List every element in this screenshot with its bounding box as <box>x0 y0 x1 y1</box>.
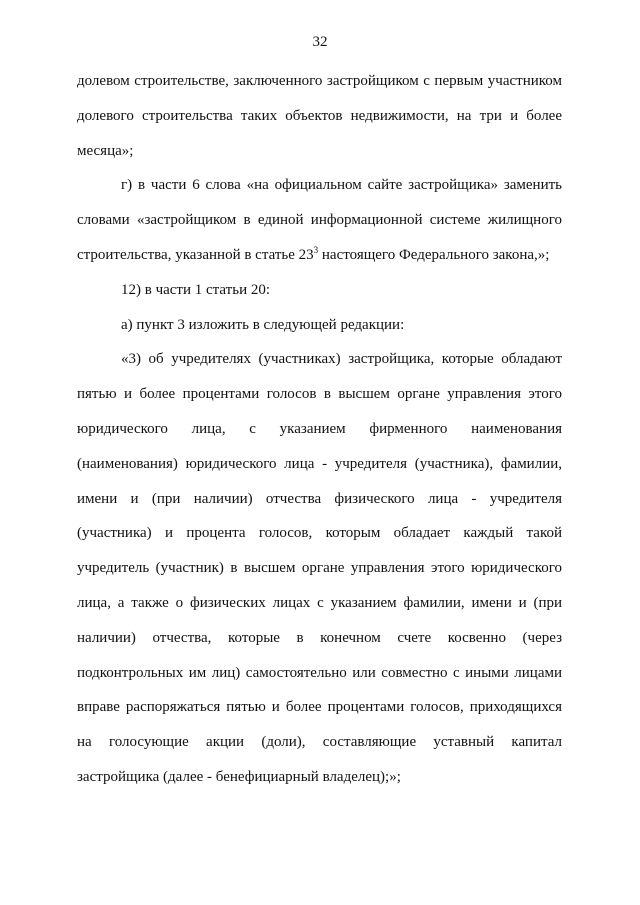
paragraph-4-line-1: а) пункт 3 изложить в следующей редакции: <box>121 316 405 333</box>
paragraph-5-line-4: (наименования) юридического лица - учредителя (участника), фамилии, <box>77 455 562 472</box>
paragraph-5-line-11: вправе распоряжаться пятью и более процентами голосов, приходящихся <box>77 699 562 716</box>
paragraph-5-line-7: учредитель (участник) в высшем органе управления этого юридического <box>77 560 562 577</box>
paragraph-5-line-6: (участника) и процента голосов, которым обладает каждый такой <box>77 525 562 542</box>
paragraph-2-line-3 <box>77 238 562 273</box>
paragraph-2-line-3-text-a: строительства, указанной в статье 23 <box>77 246 314 263</box>
paragraph-2-line-1: г) в части 6 слова «на официальном сайте застройщика» заменить <box>121 177 562 194</box>
paragraph-3-line-1: 12) в части 1 статьи 20: <box>121 281 271 298</box>
paragraph-5-line-3: юридического лица, с указанием фирменного наименования <box>77 420 562 437</box>
document-body <box>77 64 562 795</box>
article-superscript: 3 <box>313 244 319 255</box>
page-number: 32 <box>312 34 328 50</box>
paragraph-5-line-2: пятью и более процентами голосов в высшем органе управления этого <box>77 386 562 403</box>
paragraph-5-line-12: на голосующие акции (доли), составляющие уставный капитал <box>77 734 562 751</box>
paragraph-5-line-13: застройщика (далее - бенефициарный владелец);»; <box>77 768 401 785</box>
paragraph-1-line-1: долевом строительстве, заключенного застройщиком с первым участником <box>77 73 562 89</box>
paragraph-2-line-3-text-b: настоящего Федерального закона,»; <box>318 246 550 263</box>
paragraph-2-line-2: словами «застройщиком в единой информационной системе жилищного <box>77 212 562 229</box>
paragraph-5-line-8: лица, а также о физических лицах с указанием фамилии, имени и (при <box>77 594 562 611</box>
paragraph-1-line-3: месяца»; <box>77 142 134 159</box>
paragraph-1-line-2: долевого строительства таких объектов недвижимости, на три и более <box>77 107 562 124</box>
paragraph-5-line-1: «3) об учредителях (участниках) застройщика, которые обладают <box>121 351 562 368</box>
paragraph-5-line-5: имени и (при наличии) отчества физического лица - учредителя <box>77 490 562 507</box>
paragraph-5-line-10: подконтрольных им лиц) самостоятельно или совместно с иными лицами <box>77 664 562 681</box>
paragraph-5-line-9: наличии) отчества, которые в конечном счете косвенно (через <box>77 629 562 646</box>
